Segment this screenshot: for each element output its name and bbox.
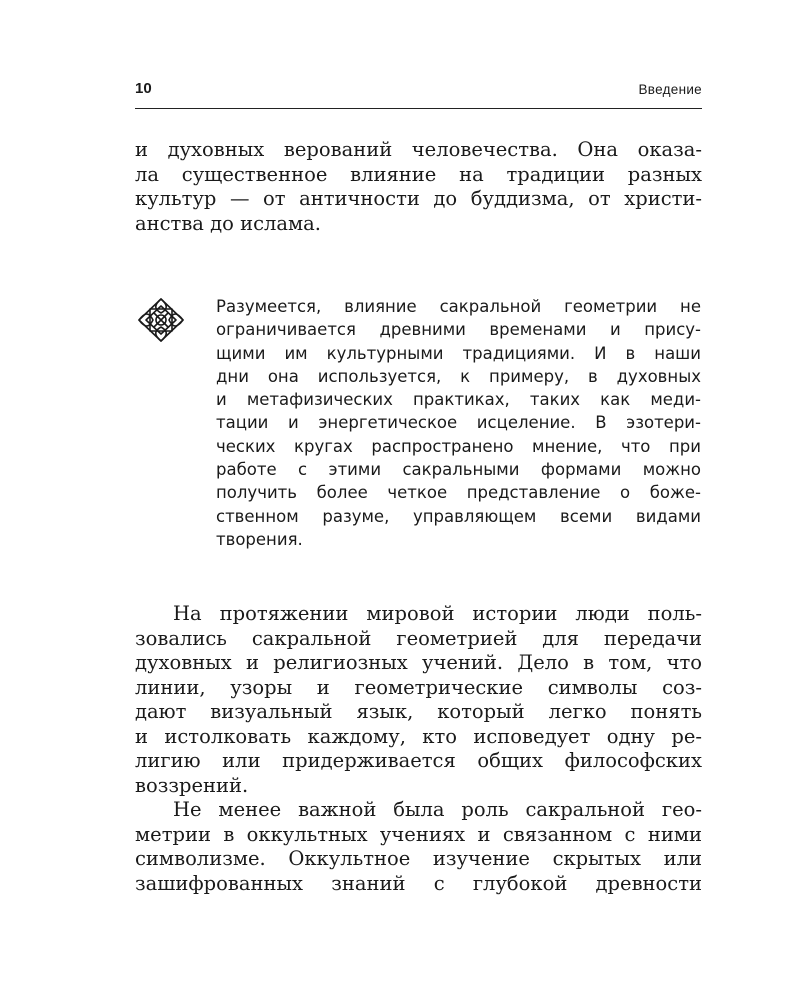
celtic-knot-icon (136, 297, 186, 343)
text-line: работе с этими сакральными формами можно (216, 460, 701, 480)
text-line: символизме. Оккультное изучение скрытых или (135, 847, 702, 870)
text-line: щими им культурными традициями. И в наши (216, 343, 701, 363)
text-line: воззрений. (135, 773, 249, 797)
page-number: 10 (135, 80, 152, 97)
sidebar-note (216, 295, 701, 551)
text-line: Не менее важной была роль сакральной гео- (173, 798, 702, 821)
text-line: тации и энергетическое исцеление. В эзотери- (216, 413, 701, 433)
text-line: ла существенное влияние на традиции разных (135, 162, 702, 186)
text-line: На протяжении мировой истории люди поль- (173, 602, 702, 625)
text-line: анства до ислама. (135, 211, 322, 235)
text-line: дни она используется, к примеру, в духовных (216, 366, 701, 386)
text-line: ческих кругах распространено мнение, что при (216, 436, 701, 456)
text-line: получить более четкое представление о боже- (216, 483, 701, 503)
text-line: метрии в оккультных учениях и связанном с ними (135, 822, 702, 846)
text-line: линии, узоры и геометрические символы соз- (135, 675, 702, 699)
page-header (135, 78, 702, 109)
text-line: ограничивается древними временами и прису- (216, 320, 701, 340)
text-line: и метафизических практиках, таких как меди- (216, 390, 701, 410)
intro-paragraph (135, 138, 702, 236)
text-line: ственном разуме, управляющем всеми видами (216, 506, 701, 526)
text-line: творения. (216, 529, 303, 549)
text-line: дают визуальный язык, который легко понять (135, 700, 702, 723)
text-line: лигию или придерживается общих философских (135, 749, 702, 772)
text-line: и истолковать каждому, кто исповедует одну ре- (135, 724, 702, 748)
text-line: культур — от античности до буддизма, от христи- (135, 187, 702, 210)
running-head: Введение (638, 82, 702, 97)
text-line: зовались сакральной геометрией для передачи (135, 626, 702, 650)
body-text (135, 602, 702, 896)
text-line: и духовных верований человечества. Она оказа- (135, 138, 702, 161)
text-line: зашифрованных знаний с глубокой древности (135, 871, 702, 895)
text-line: духовных и религиозных учений. Дело в том, что (135, 651, 702, 674)
text-line: Разумеется, влияние сакральной геометрии не (216, 297, 701, 316)
